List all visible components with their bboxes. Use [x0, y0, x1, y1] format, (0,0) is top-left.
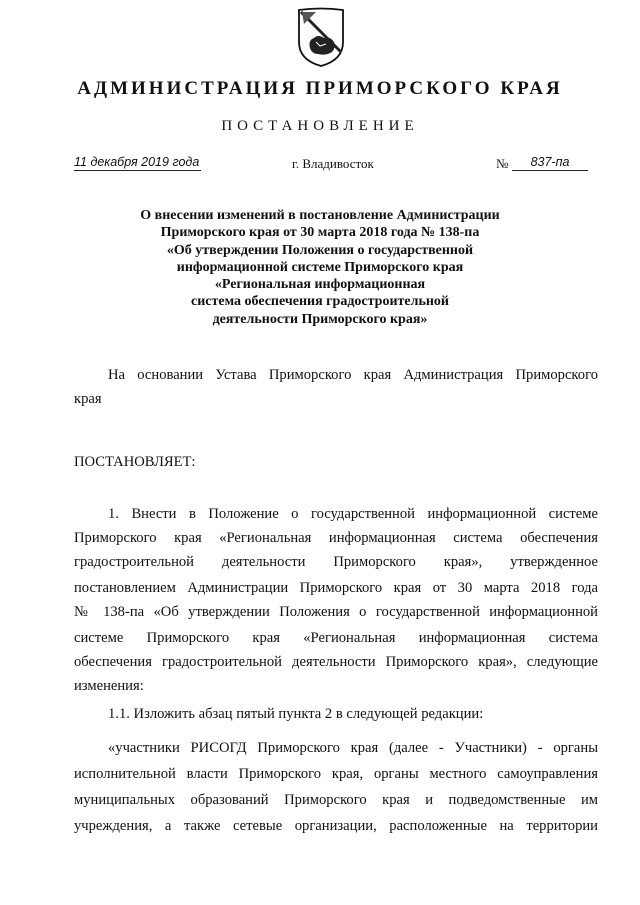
- subject-line: «Региональная информационная: [214, 277, 426, 293]
- document-city: г. Владивосток: [292, 156, 374, 171]
- basis-paragraph-line: На основании Устава Приморского края Администрация Приморского: [108, 367, 598, 383]
- item-1-line: постановлением Администрации Приморского края от 30 марта 2018 года: [74, 580, 598, 596]
- document-type: ПОСТАНОВЛЕНИЕ: [221, 118, 419, 134]
- organization-title: АДМИНИСТРАЦИЯ ПРИМОРСКОГО КРАЯ: [77, 78, 563, 99]
- number-label: №: [496, 156, 509, 171]
- basis-paragraph-line: края: [74, 391, 102, 407]
- decree-heading: ПОСТАНОВЛЯЕТ:: [74, 454, 196, 470]
- subject-line: Приморского края от 30 марта 2018 года № 138-па: [160, 225, 480, 241]
- subject-line: система обеспечения градостроительной: [190, 294, 449, 310]
- coat-of-arms-emblem: [296, 6, 346, 68]
- item-1-line: Приморского края «Региональная информационная система обеспечения: [74, 530, 598, 546]
- subject-line: О внесении изменений в постановление Администрации: [140, 208, 500, 223]
- subject-line: «Об утверждении Положения о государственной: [166, 242, 474, 258]
- item-1-line: изменения:: [74, 678, 144, 694]
- item-1-line: 1. Внести в Положение о государственной информационной системе: [108, 506, 598, 522]
- quote-line: «участники РИСОГД Приморского края (далее - Участники) - органы: [108, 740, 598, 756]
- subject-line: информационной системе Приморского края: [176, 259, 464, 275]
- document-date: 11 декабря 2019 года: [74, 155, 200, 169]
- document-meta: [0, 155, 640, 179]
- item-1-line: № 138-па «Об утверждении Положения о государственной информационной: [74, 604, 598, 620]
- quote-line: муниципальных образований Приморского края и подведомственные им: [74, 792, 598, 808]
- item-1-line: обеспечения градостроительной деятельности Приморского края», следующие: [74, 654, 598, 670]
- item-1-line: градостроительной деятельности Приморского края», утвержденное: [74, 554, 598, 570]
- subject-line: деятельности Приморского края»: [212, 311, 428, 327]
- document-number: 837-па: [512, 155, 588, 171]
- quote-line: учреждения, а также сетевые организации, расположенные на территории: [74, 818, 598, 834]
- item-1-line: системе Приморского края «Региональная информационная система: [74, 630, 598, 646]
- document-subject: [80, 207, 560, 328]
- quote-line: исполнительной власти Приморского края, органы местного самоуправления: [74, 766, 598, 782]
- item-1-1-line: 1.1. Изложить абзац пятый пункта 2 в следующей редакции:: [108, 706, 484, 722]
